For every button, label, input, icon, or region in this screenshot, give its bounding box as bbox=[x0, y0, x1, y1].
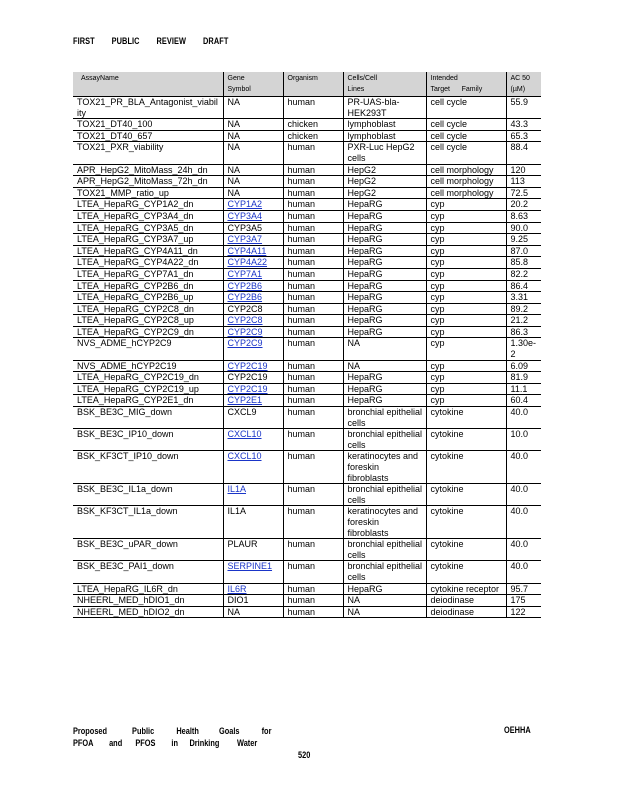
organism-cell: human bbox=[283, 407, 343, 429]
organism-cell: human bbox=[283, 245, 343, 257]
organism-cell: human bbox=[283, 561, 343, 583]
organism-cell: human bbox=[283, 315, 343, 327]
organism-cell: human bbox=[283, 97, 343, 119]
ac50-cell: 81.9 bbox=[506, 372, 541, 384]
organism-cell: chicken bbox=[283, 119, 343, 131]
ac50-cell: 72.5 bbox=[506, 187, 541, 199]
cell-line-cell: HepaRG bbox=[343, 222, 426, 234]
gene-symbol-link[interactable]: IL1A bbox=[227, 484, 247, 495]
ac50-cell: 90.0 bbox=[506, 222, 541, 234]
target-family-cell: cytokine receptor bbox=[426, 583, 506, 595]
ac50-cell: 8.63 bbox=[506, 210, 541, 222]
ac50-cell: 40.0 bbox=[506, 506, 541, 539]
cell-line-cell: lymphoblast bbox=[343, 130, 426, 142]
assay-name-cell: NVS_ADME_hCYP2C9 bbox=[73, 338, 223, 360]
target-family-cell: cell cycle bbox=[426, 142, 506, 164]
organism-cell: human bbox=[283, 222, 343, 234]
organism-cell: human bbox=[283, 234, 343, 246]
gene-symbol-cell bbox=[223, 245, 283, 257]
gene-symbol-link[interactable]: CYP3A7 bbox=[227, 234, 263, 245]
assay-name-cell: NHEERL_MED_hDIO1_dn bbox=[73, 595, 223, 607]
assay-name-cell: LTEA_HepaRG_CYP4A22_dn bbox=[73, 257, 223, 269]
gene-symbol-link[interactable]: CYP2C19 bbox=[227, 360, 268, 371]
assay-name-cell: BSK_BE3C_uPAR_down bbox=[73, 539, 223, 561]
assay-name-cell: LTEA_HepaRG_CYP2E1_dn bbox=[73, 395, 223, 407]
target-family-cell: cytokine bbox=[426, 561, 506, 583]
cell-line-cell: bronchial epithelial cells bbox=[343, 561, 426, 583]
cell-line-cell: HepaRG bbox=[343, 268, 426, 280]
table-row bbox=[73, 506, 541, 539]
cell-line-cell: HepG2 bbox=[343, 164, 426, 176]
cell-line-cell: PXR-Luc HepG2 cells bbox=[343, 142, 426, 164]
target-family-cell: cytokine bbox=[426, 506, 506, 539]
ac50-cell: 86.4 bbox=[506, 280, 541, 292]
gene-symbol-cell: NA bbox=[223, 130, 283, 142]
gene-symbol-link[interactable]: CYP3A4 bbox=[227, 210, 263, 221]
page-number: 520 bbox=[298, 750, 311, 760]
column-header-line: Symbol bbox=[227, 86, 251, 93]
footer-word: for bbox=[261, 726, 272, 736]
cell-line-cell: HepaRG bbox=[343, 583, 426, 595]
gene-symbol-link[interactable]: CYP1A2 bbox=[227, 199, 263, 210]
gene-symbol-cell: NA bbox=[223, 187, 283, 199]
ac50-cell: 113 bbox=[506, 176, 541, 188]
assay-name-cell: LTEA_HepaRG_CYP1A2_dn bbox=[73, 199, 223, 211]
gene-symbol-cell bbox=[223, 234, 283, 246]
organism-cell: human bbox=[283, 429, 343, 451]
gene-symbol-cell: NA bbox=[223, 176, 283, 188]
cell-line-cell: NA bbox=[343, 360, 426, 372]
gene-symbol-cell bbox=[223, 280, 283, 292]
gene-symbol-cell: DIO1 bbox=[223, 595, 283, 607]
ac50-cell: 9.25 bbox=[506, 234, 541, 246]
target-family-cell: cyp bbox=[426, 222, 506, 234]
organism-cell: human bbox=[283, 199, 343, 211]
cell-line-cell: HepaRG bbox=[343, 280, 426, 292]
gene-symbol-cell bbox=[223, 451, 283, 484]
gene-symbol-cell: NA bbox=[223, 142, 283, 164]
table-row bbox=[73, 130, 541, 142]
assay-name-cell: LTEA_HepaRG_CYP2C19_dn bbox=[73, 372, 223, 384]
cell-line-cell: HepaRG bbox=[343, 199, 426, 211]
organism-cell: human bbox=[283, 257, 343, 269]
organism-cell: human bbox=[283, 395, 343, 407]
assay-name-cell: BSK_BE3C_MIG_down bbox=[73, 407, 223, 429]
organism-cell: human bbox=[283, 338, 343, 360]
gene-symbol-cell bbox=[223, 326, 283, 338]
target-family-cell: cytokine bbox=[426, 407, 506, 429]
target-family-cell: cyp bbox=[426, 292, 506, 304]
table-row bbox=[73, 484, 541, 506]
footer-word: PFOA bbox=[73, 738, 94, 748]
target-family-cell: cyp bbox=[426, 338, 506, 360]
organism-cell: human bbox=[283, 360, 343, 372]
ac50-cell: 40.0 bbox=[506, 539, 541, 561]
table-row bbox=[73, 407, 541, 429]
gene-symbol-cell bbox=[223, 429, 283, 451]
assay-name-cell: LTEA_HepaRG_CYP3A7_up bbox=[73, 234, 223, 246]
table-row bbox=[73, 606, 541, 618]
ac50-cell: 86.3 bbox=[506, 326, 541, 338]
cell-line-cell: lymphoblast bbox=[343, 119, 426, 131]
table-row bbox=[73, 451, 541, 484]
cell-line-cell: HepaRG bbox=[343, 234, 426, 246]
gene-symbol-cell bbox=[223, 268, 283, 280]
header-word: PUBLIC bbox=[111, 36, 140, 46]
organism-cell: human bbox=[283, 292, 343, 304]
organism-cell: human bbox=[283, 595, 343, 607]
organism-cell: human bbox=[283, 176, 343, 188]
assay-name-cell: TOX21_DT40_657 bbox=[73, 130, 223, 142]
cell-line-cell: HepaRG bbox=[343, 245, 426, 257]
organism-cell: human bbox=[283, 303, 343, 315]
gene-symbol-cell bbox=[223, 484, 283, 506]
assay-name-cell: BSK_BE3C_IP10_down bbox=[73, 429, 223, 451]
target-family-cell: cyp bbox=[426, 383, 506, 395]
target-family-cell: cyp bbox=[426, 257, 506, 269]
assay-name-cell: LTEA_HepaRG_CYP4A11_dn bbox=[73, 245, 223, 257]
target-family-cell: cyp bbox=[426, 210, 506, 222]
ac50-cell: 6.09 bbox=[506, 360, 541, 372]
table-row bbox=[73, 292, 541, 304]
gene-symbol-cell: PLAUR bbox=[223, 539, 283, 561]
ac50-cell: 40.0 bbox=[506, 484, 541, 506]
ac50-cell: 3.31 bbox=[506, 292, 541, 304]
ac50-cell: 40.0 bbox=[506, 407, 541, 429]
cell-line-cell: keratinocytes and foreskin fibroblasts bbox=[343, 506, 426, 539]
gene-symbol-cell bbox=[223, 257, 283, 269]
organism-cell: human bbox=[283, 326, 343, 338]
cell-line-cell: PR-UAS-bla-HEK293T bbox=[343, 97, 426, 119]
ac50-cell: 40.0 bbox=[506, 451, 541, 484]
assay-name-cell: LTEA_HepaRG_CYP7A1_dn bbox=[73, 268, 223, 280]
cell-line-cell: keratinocytes and foreskin fibroblasts bbox=[343, 451, 426, 484]
ac50-cell: 82.2 bbox=[506, 268, 541, 280]
footer-word: Goals bbox=[218, 726, 240, 736]
cell-line-cell: NA bbox=[343, 338, 426, 360]
assay-name-cell: LTEA_HepaRG_CYP2B6_up bbox=[73, 292, 223, 304]
gene-symbol-cell: CYP2C8 bbox=[223, 303, 283, 315]
cell-line-cell: HepaRG bbox=[343, 315, 426, 327]
gene-symbol-cell bbox=[223, 199, 283, 211]
gene-symbol-link[interactable]: IL6R bbox=[227, 583, 247, 594]
assay-name-cell: TOX21_DT40_100 bbox=[73, 119, 223, 131]
target-family-cell: cyp bbox=[426, 199, 506, 211]
draft-header bbox=[73, 36, 243, 46]
table-row bbox=[73, 372, 541, 384]
cell-line-cell: bronchial epithelial cells bbox=[343, 484, 426, 506]
gene-symbol-link[interactable]: CYP2B6 bbox=[227, 292, 263, 303]
organism-cell: human bbox=[283, 164, 343, 176]
target-family-cell: cyp bbox=[426, 268, 506, 280]
cell-line-cell: bronchial epithelial cells bbox=[343, 539, 426, 561]
ac50-cell: 10.0 bbox=[506, 429, 541, 451]
gene-symbol-cell bbox=[223, 395, 283, 407]
organism-cell: human bbox=[283, 372, 343, 384]
cell-line-cell: NA bbox=[343, 595, 426, 607]
cell-line-cell: HepaRG bbox=[343, 372, 426, 384]
target-family-cell: cell cycle bbox=[426, 97, 506, 119]
target-family-cell: deiodinase bbox=[426, 595, 506, 607]
assay-name-cell: APR_HepG2_MitoMass_24h_dn bbox=[73, 164, 223, 176]
cell-line-cell: bronchial epithelial cells bbox=[343, 407, 426, 429]
table-row bbox=[73, 429, 541, 451]
table-row bbox=[73, 315, 541, 327]
gene-symbol-link[interactable]: CYP2C9 bbox=[227, 326, 263, 337]
table-row bbox=[73, 268, 541, 280]
column-header bbox=[283, 72, 343, 97]
target-family-cell: cytokine bbox=[426, 484, 506, 506]
assay-name-cell: NHEERL_MED_hDIO2_dn bbox=[73, 606, 223, 618]
column-header bbox=[506, 72, 541, 97]
assay-name-cell: LTEA_HepaRG_CYP3A4_dn bbox=[73, 210, 223, 222]
table-row bbox=[73, 561, 541, 583]
footer-agency: OEHHA bbox=[504, 725, 531, 735]
header-word: FIRST bbox=[73, 36, 95, 46]
ac50-cell: 43.3 bbox=[506, 119, 541, 131]
column-header-line: Organism bbox=[287, 75, 318, 82]
target-family-cell: cyp bbox=[426, 372, 506, 384]
footer-document-title bbox=[73, 725, 271, 749]
assay-name-cell: LTEA_HepaRG_CYP2C8_dn bbox=[73, 303, 223, 315]
gene-symbol-cell bbox=[223, 383, 283, 395]
target-family-cell: cell morphology bbox=[426, 164, 506, 176]
footer-word: Proposed bbox=[73, 726, 108, 736]
target-family-cell: cyp bbox=[426, 315, 506, 327]
footer-word: Public bbox=[132, 726, 155, 736]
target-family-cell: cyp bbox=[426, 303, 506, 315]
ac50-cell: 21.2 bbox=[506, 315, 541, 327]
gene-symbol-cell: NA bbox=[223, 97, 283, 119]
ac50-cell: 89.2 bbox=[506, 303, 541, 315]
table-row bbox=[73, 303, 541, 315]
gene-symbol-cell: IL1A bbox=[223, 506, 283, 539]
assay-name-cell: LTEA_HepaRG_CYP2B6_dn bbox=[73, 280, 223, 292]
column-header bbox=[223, 72, 283, 97]
assay-name-cell: TOX21_PR_BLA_Antagonist_viability bbox=[73, 97, 223, 119]
target-family-cell: cyp bbox=[426, 360, 506, 372]
ac50-cell: 120 bbox=[506, 164, 541, 176]
gene-symbol-cell: CYP3A5 bbox=[223, 222, 283, 234]
table-row bbox=[73, 257, 541, 269]
gene-symbol-link[interactable]: CYP4A11 bbox=[227, 245, 267, 256]
footer-line-1 bbox=[73, 725, 271, 737]
ac50-cell: 1.30e-2 bbox=[506, 338, 541, 360]
target-family-cell: deiodinase bbox=[426, 606, 506, 618]
table-row bbox=[73, 97, 541, 119]
table-row bbox=[73, 595, 541, 607]
organism-cell: human bbox=[283, 142, 343, 164]
table-body bbox=[73, 97, 541, 618]
footer-word: PFOS bbox=[135, 738, 156, 748]
column-header bbox=[73, 72, 223, 97]
assay-name-cell: TOX21_MMP_ratio_up bbox=[73, 187, 223, 199]
footer-word: Drinking bbox=[189, 738, 220, 748]
table-row bbox=[73, 280, 541, 292]
cell-line-cell: HepG2 bbox=[343, 187, 426, 199]
assay-name-cell: LTEA_HepaRG_CYP2C9_dn bbox=[73, 326, 223, 338]
target-family-cell: cytokine bbox=[426, 539, 506, 561]
gene-symbol-cell bbox=[223, 292, 283, 304]
cell-line-cell: HepaRG bbox=[343, 210, 426, 222]
column-header-line: AC 50 bbox=[510, 75, 530, 82]
table-row bbox=[73, 142, 541, 164]
footer-line-2 bbox=[73, 737, 271, 749]
target-family-cell: cyp bbox=[426, 280, 506, 292]
organism-cell: chicken bbox=[283, 130, 343, 142]
table-row bbox=[73, 383, 541, 395]
target-family-cell: cell cycle bbox=[426, 130, 506, 142]
gene-symbol-cell bbox=[223, 338, 283, 360]
gene-symbol-cell bbox=[223, 315, 283, 327]
table-row bbox=[73, 210, 541, 222]
organism-cell: human bbox=[283, 210, 343, 222]
ac50-cell: 175 bbox=[506, 595, 541, 607]
cell-line-cell: HepaRG bbox=[343, 395, 426, 407]
target-family-cell: cyp bbox=[426, 395, 506, 407]
organism-cell: human bbox=[283, 583, 343, 595]
ac50-cell: 65.3 bbox=[506, 130, 541, 142]
gene-symbol-cell: NA bbox=[223, 606, 283, 618]
table-row bbox=[73, 199, 541, 211]
column-header-line: Gene bbox=[227, 75, 245, 82]
gene-symbol-cell: NA bbox=[223, 119, 283, 131]
assay-name-cell: BSK_BE3C_IL1a_down bbox=[73, 484, 223, 506]
column-header-line: Lines bbox=[347, 86, 365, 93]
column-header-line: AssayName bbox=[81, 75, 119, 82]
column-header-line: (µM) bbox=[510, 86, 526, 93]
header-word: REVIEW bbox=[156, 36, 187, 46]
cell-line-cell: HepaRG bbox=[343, 292, 426, 304]
gene-symbol-link[interactable]: CYP2C9 bbox=[227, 338, 263, 349]
cell-line-cell: HepaRG bbox=[343, 257, 426, 269]
cell-line-cell: NA bbox=[343, 606, 426, 618]
gene-symbol-link[interactable]: CYP2E1 bbox=[227, 395, 263, 406]
footer-word: in bbox=[171, 738, 178, 748]
table-row bbox=[73, 234, 541, 246]
cell-line-cell: bronchial epithelial cells bbox=[343, 429, 426, 451]
table-row bbox=[73, 176, 541, 188]
footer-word: Health bbox=[176, 726, 199, 736]
ac50-cell: 122 bbox=[506, 606, 541, 618]
table-row bbox=[73, 395, 541, 407]
table-row bbox=[73, 360, 541, 372]
assay-name-cell: LTEA_HepaRG_CYP2C8_up bbox=[73, 315, 223, 327]
organism-cell: human bbox=[283, 280, 343, 292]
gene-symbol-link[interactable]: CYP4A22 bbox=[227, 257, 268, 268]
gene-symbol-cell: CXCL9 bbox=[223, 407, 283, 429]
gene-symbol-link[interactable]: CXCL10 bbox=[227, 451, 262, 462]
assay-name-cell: LTEA_HepaRG_CYP2C19_up bbox=[73, 383, 223, 395]
organism-cell: human bbox=[283, 187, 343, 199]
gene-symbol-link[interactable]: CYP2B6 bbox=[227, 280, 263, 291]
table-row bbox=[73, 326, 541, 338]
ac50-cell: 55.9 bbox=[506, 97, 541, 119]
table-row bbox=[73, 187, 541, 199]
column-header bbox=[426, 72, 506, 97]
gene-symbol-link[interactable]: SERPINE1 bbox=[227, 561, 273, 572]
gene-symbol-link[interactable]: CYP2C19 bbox=[227, 383, 268, 394]
column-header bbox=[343, 72, 426, 97]
organism-cell: human bbox=[283, 606, 343, 618]
ac50-cell: 11.1 bbox=[506, 383, 541, 395]
target-family-cell: cyp bbox=[426, 245, 506, 257]
assay-table bbox=[73, 72, 541, 618]
assay-name-cell: APR_HepG2_MitoMass_72h_dn bbox=[73, 176, 223, 188]
gene-symbol-cell bbox=[223, 210, 283, 222]
gene-symbol-link[interactable]: CYP7A1 bbox=[227, 268, 263, 279]
column-header-line: Target Family bbox=[430, 86, 483, 93]
table-row bbox=[73, 164, 541, 176]
ac50-cell: 60.4 bbox=[506, 395, 541, 407]
target-family-cell: cell morphology bbox=[426, 187, 506, 199]
gene-symbol-link[interactable]: CYP2C8 bbox=[227, 315, 263, 326]
table-header bbox=[73, 72, 541, 97]
footer-word: and bbox=[109, 738, 123, 748]
footer-word: Water bbox=[237, 738, 258, 748]
target-family-cell: cell cycle bbox=[426, 119, 506, 131]
organism-cell: human bbox=[283, 539, 343, 561]
table-row bbox=[73, 119, 541, 131]
target-family-cell: cytokine bbox=[426, 429, 506, 451]
target-family-cell: cyp bbox=[426, 234, 506, 246]
gene-symbol-link[interactable]: CXCL10 bbox=[227, 429, 262, 440]
gene-symbol-cell bbox=[223, 360, 283, 372]
table-row bbox=[73, 583, 541, 595]
assay-name-cell: LTEA_HepaRG_CYP3A5_dn bbox=[73, 222, 223, 234]
ac50-cell: 88.4 bbox=[506, 142, 541, 164]
organism-cell: human bbox=[283, 268, 343, 280]
assay-name-cell: BSK_KF3CT_IL1a_down bbox=[73, 506, 223, 539]
table-row bbox=[73, 539, 541, 561]
organism-cell: human bbox=[283, 484, 343, 506]
table-row bbox=[73, 222, 541, 234]
gene-symbol-cell: NA bbox=[223, 164, 283, 176]
cell-line-cell: HepaRG bbox=[343, 303, 426, 315]
assay-name-cell: BSK_BE3C_PAI1_down bbox=[73, 561, 223, 583]
organism-cell: human bbox=[283, 451, 343, 484]
column-header-line: Intended bbox=[430, 75, 458, 82]
cell-line-cell: HepaRG bbox=[343, 326, 426, 338]
assay-name-cell: BSK_KF3CT_IP10_down bbox=[73, 451, 223, 484]
ac50-cell: 87.0 bbox=[506, 245, 541, 257]
target-family-cell: cell morphology bbox=[426, 176, 506, 188]
header-word: DRAFT bbox=[203, 36, 229, 46]
column-header-line: Cells/Cell bbox=[347, 75, 378, 82]
ac50-cell: 20.2 bbox=[506, 199, 541, 211]
gene-symbol-cell: CYP2C19 bbox=[223, 372, 283, 384]
assay-name-cell: TOX21_PXR_viability bbox=[73, 142, 223, 164]
ac50-cell: 95.7 bbox=[506, 583, 541, 595]
ac50-cell: 85.8 bbox=[506, 257, 541, 269]
target-family-cell: cyp bbox=[426, 326, 506, 338]
gene-symbol-cell bbox=[223, 583, 283, 595]
target-family-cell: cytokine bbox=[426, 451, 506, 484]
cell-line-cell: HepaRG bbox=[343, 383, 426, 395]
gene-symbol-cell bbox=[223, 561, 283, 583]
assay-name-cell: NVS_ADME_hCYP2C19 bbox=[73, 360, 223, 372]
organism-cell: human bbox=[283, 506, 343, 539]
table-row bbox=[73, 245, 541, 257]
ac50-cell: 40.0 bbox=[506, 561, 541, 583]
cell-line-cell: HepG2 bbox=[343, 176, 426, 188]
assay-name-cell: LTEA_HepaRG_IL6R_dn bbox=[73, 583, 223, 595]
organism-cell: human bbox=[283, 383, 343, 395]
table-row bbox=[73, 338, 541, 360]
